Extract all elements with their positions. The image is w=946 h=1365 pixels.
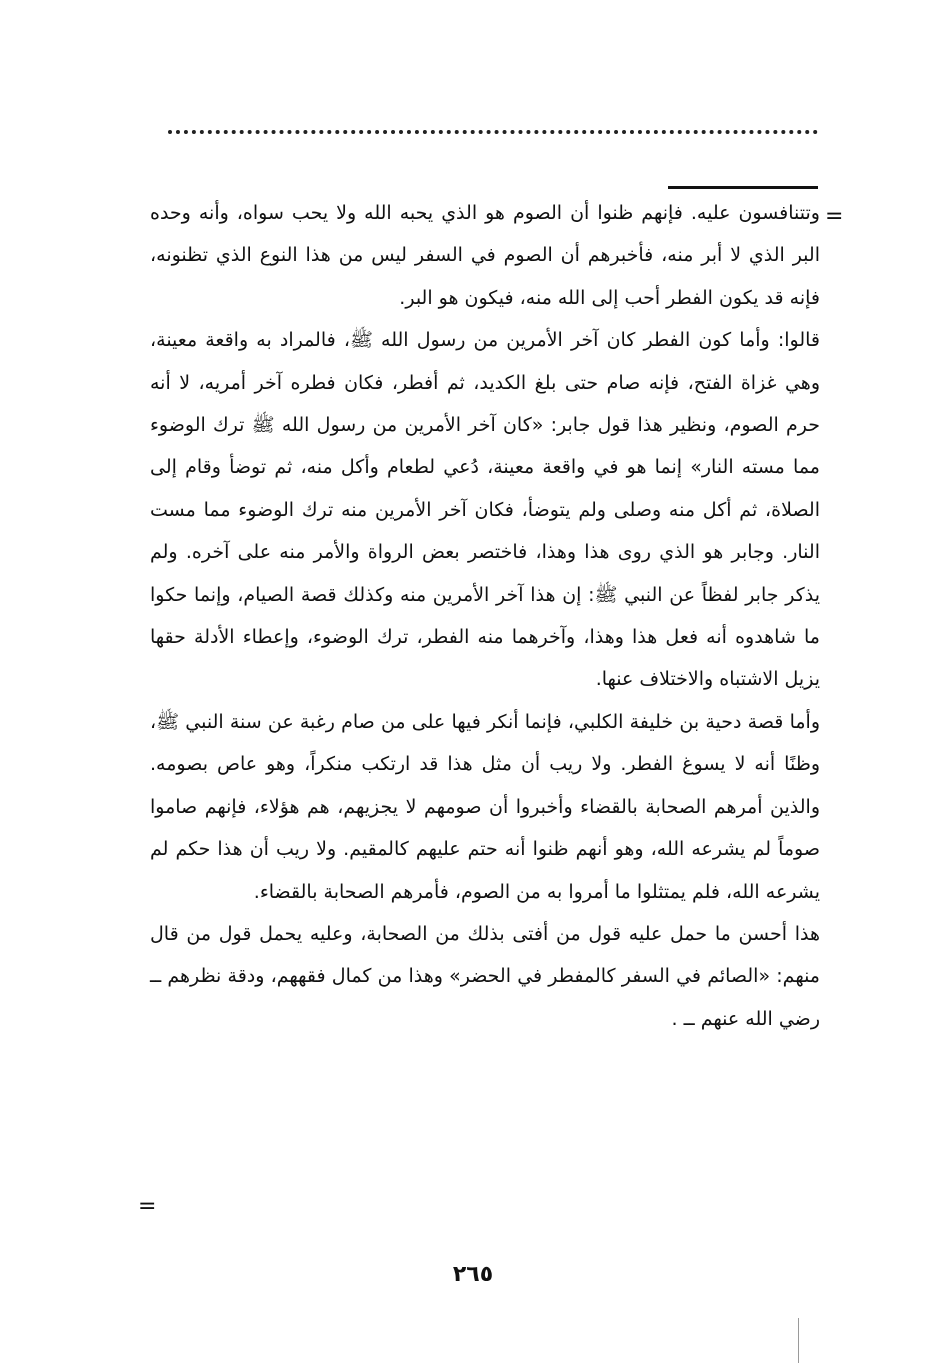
paragraph-1: وتتنافسون عليه. فإنهم ظنوا أن الصوم هو الذي يحبه الله ولا يحب سواه، وأنه وحده البر الذي لا أبر منه، فأخبرهم أن الصوم في السفر ليس من هذا النوع الذي تظنونه، فإنه قد يكون الفطر أحب إلى الله منه، فيكون هو البر. bbox=[150, 202, 820, 309]
continuation-mark-bottom: = bbox=[138, 1194, 157, 1219]
paragraph-4: هذا أحسن ما حمل عليه قول من أفتى بذلك من الصحابة، وعليه يحمل قول من قال منهم: «الصائم في السفر كالمفطر في الحضر» وهذا من كمال فقههم، ودقة نظرهم ــ رضي الله عنهم ــ . bbox=[150, 922, 820, 1030]
dotted-header-rule bbox=[168, 130, 818, 134]
continuation-mark-top: = bbox=[825, 204, 844, 229]
page-body bbox=[150, 192, 820, 1040]
paragraph-3: وأما قصة دحية بن خليفة الكلبي، فإنما أنكر فيها على من صام رغبة عن سنة النبي ﷺ، وظنًا أنه لا يسوغ الفطر. ولا ريب أن مثل هذا قد ارتكب منكراً، وهو عاص بصومه. والذين أمرهم الصحابة بالقضاء وأخبروا أن صومهم لا يجزيهم، هم هؤلاء، فإنهم صاموا صوماً لم يشرعه الله، وهو أنهم ظنوا أنه حتم عليهم كالمقيم. ولا ريب أن هذا حكم لم يشرعه الله، فلم يمتثلوا ما أمروا به من الصوم، فأمرهم الصحابة بالقضاء. bbox=[150, 710, 820, 903]
continuation-rule bbox=[668, 186, 818, 189]
page-number: ٢٦٥ bbox=[452, 1262, 494, 1287]
margin-mark bbox=[798, 1318, 799, 1363]
paragraph-2: قالوا: وأما كون الفطر كان آخر الأمرين من رسول الله ﷺ، فالمراد به واقعة معينة، وهي غزاة الفتح، فإنه صام حتى بلغ الكديد، ثم أفطر، فكان فطره آخر أمريه، لا أنه حرم الصوم، ونظير هذا قول جابر: «كان آخر الأمرين من رسول الله ﷺ ترك الوضوء مما مسته النار» إنما هو في واقعة معينة، دُعي لطعام وأكل منه، ثم توضأ وقام إلى الصلاة، ثم أكل منه وصلى ولم يتوضأ، فكان آخر الأمرين منه ترك الوضوء مما مست النار. وجابر هو الذي روى هذا وهذا، فاختصر بعض الرواة والأمر منه على آخره. ولم يذكر جابر لفظاً عن النبي ﷺ: إن هذا آخر الأمرين منه وكذلك قصة الصيام، وإنما حكوا ما شاهدوه أنه فعل هذا وهذا، وآخرهما منه الفطر، ترك الوضوء، وإعطاء الأدلة حقها يزيل الاشتباه والاختلاف عنها. bbox=[150, 329, 820, 691]
